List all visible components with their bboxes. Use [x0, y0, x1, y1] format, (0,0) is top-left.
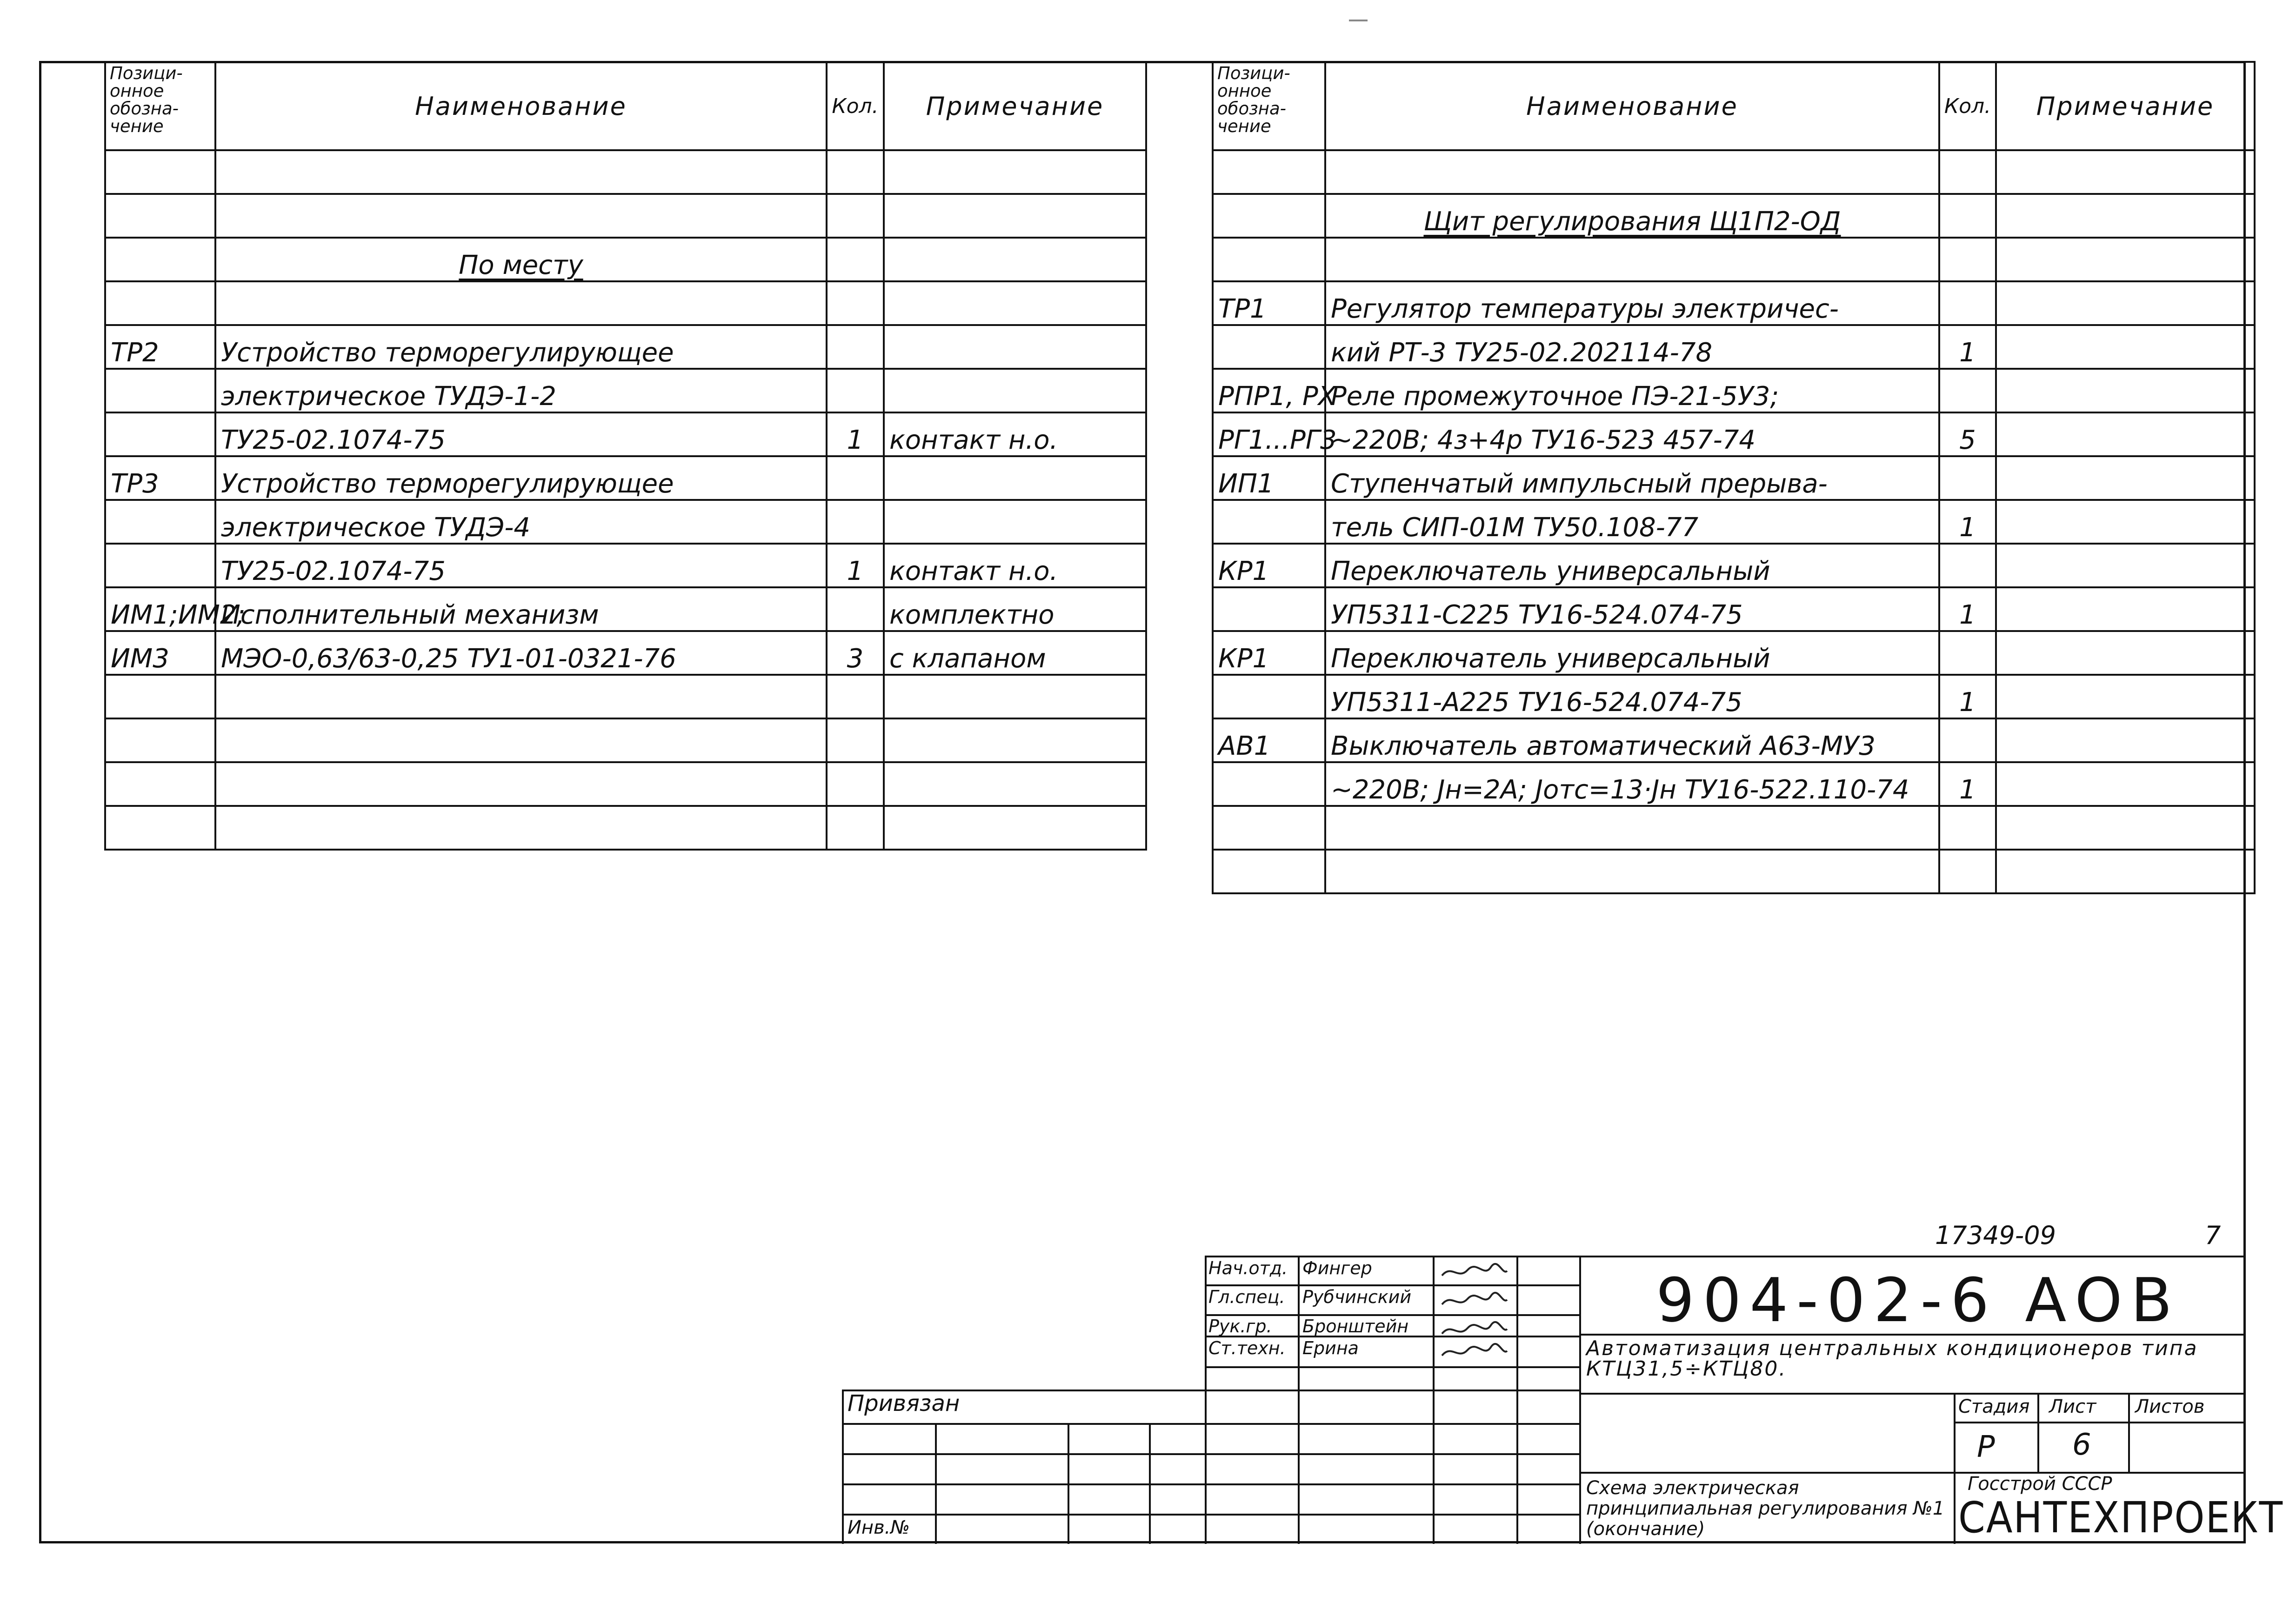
sheet-code: 17349-09 [1935, 1221, 2056, 1250]
note-cell [1996, 587, 2255, 631]
signature-name: Бронштейн [1302, 1316, 1409, 1336]
position-cell-text: РГ1...РГ3 [1218, 425, 1337, 455]
name-cell [1325, 587, 1939, 631]
note-cell [884, 587, 1146, 631]
note-cell [884, 631, 1146, 675]
name-cell [1325, 281, 1939, 325]
qty-cell-text: 1 [1959, 687, 1976, 718]
note-cell [884, 150, 1146, 194]
qty-cell [1939, 369, 1996, 412]
qty-cell-text: 1 [847, 425, 864, 455]
position-cell [105, 369, 215, 412]
note-cell [1996, 325, 2255, 369]
name-cell [215, 194, 827, 238]
position-cell [1213, 675, 1325, 718]
qty-cell [827, 544, 884, 587]
position-cell [105, 806, 215, 850]
table-row [105, 369, 1146, 412]
note-cell [1996, 281, 2255, 325]
organization-line: Госстрой СССР [1968, 1473, 2112, 1495]
position-cell [1213, 150, 1325, 194]
table-row [1213, 631, 2255, 675]
note-cell [884, 194, 1146, 238]
name-cell [215, 281, 827, 325]
position-cell [1213, 587, 1325, 631]
signature-role: Рук.гр. [1208, 1316, 1272, 1336]
name-cell-text: кий РТ-3 ТУ25-02.202114-78 [1331, 338, 1713, 368]
position-cell [1213, 544, 1325, 587]
position-cell [1213, 325, 1325, 369]
qty-cell [1939, 150, 1996, 194]
scan-mark [1349, 20, 1368, 21]
table-row [105, 281, 1146, 325]
note-cell [884, 544, 1146, 587]
table-row [1213, 150, 2255, 194]
position-cell [105, 238, 215, 281]
signature-name: Ерина [1302, 1338, 1359, 1358]
name-cell [215, 544, 827, 587]
left-spec-table [104, 61, 1147, 851]
signature-role: Гл.спец. [1208, 1287, 1285, 1307]
table-row [1213, 194, 2255, 238]
position-cell [105, 194, 215, 238]
name-cell-text: Переключатель универсальный [1331, 556, 1770, 586]
note-cell-text: с клапаном [889, 644, 1046, 674]
name-cell [1325, 631, 1939, 675]
note-cell [884, 369, 1146, 412]
qty-cell [827, 806, 884, 850]
table-row [105, 456, 1146, 500]
qty-cell [827, 194, 884, 238]
position-cell-text: РПР1, РХ [1218, 381, 1336, 412]
name-cell [215, 500, 827, 544]
name-cell-text: УП5311-С225 ТУ16-524.074-75 [1331, 600, 1743, 630]
note-cell-text: комплектно [889, 600, 1055, 630]
qty-cell [827, 587, 884, 631]
note-cell [1996, 675, 2255, 718]
name-cell [1325, 500, 1939, 544]
header-name: Наименование [1325, 62, 1939, 150]
position-cell [105, 281, 215, 325]
sheet-number: 6 [2072, 1428, 2091, 1462]
position-cell-text: ТР2 [111, 338, 159, 368]
sheet-sequence: 7 [2205, 1221, 2221, 1250]
qty-cell [1939, 412, 1996, 456]
position-cell [105, 412, 215, 456]
position-cell-text: АВ1 [1218, 731, 1271, 761]
stage-value: Р [1977, 1430, 1995, 1464]
bound-label: Привязан [848, 1390, 960, 1416]
qty-cell [827, 675, 884, 718]
project-title: Автоматизация центральных кондиционеров типа КТЦ31,5÷КТЦ80. [1586, 1336, 2198, 1381]
note-cell [1996, 718, 2255, 762]
note-cell [884, 500, 1146, 544]
position-cell [1213, 500, 1325, 544]
position-cell [1213, 762, 1325, 806]
qty-cell-text: 1 [847, 556, 864, 586]
handwritten-signature [1440, 1320, 1509, 1338]
table-row [105, 675, 1146, 718]
name-cell-text: Регулятор температуры электричес- [1331, 294, 1839, 324]
position-cell [1213, 850, 1325, 893]
note-cell-text: контакт н.о. [889, 425, 1058, 455]
qty-cell [1939, 631, 1996, 675]
note-cell [1996, 456, 2255, 500]
position-cell-text: ИМ1;ИМ2; [111, 600, 246, 630]
qty-cell [827, 500, 884, 544]
qty-cell [827, 762, 884, 806]
position-cell [105, 631, 215, 675]
table-row [105, 412, 1146, 456]
qty-cell [1939, 675, 1996, 718]
table-row [105, 762, 1146, 806]
qty-cell [1939, 238, 1996, 281]
qty-cell-text: 1 [1959, 512, 1976, 543]
note-cell [1996, 238, 2255, 281]
qty-cell [827, 281, 884, 325]
table-row [1213, 325, 2255, 369]
note-cell [1996, 762, 2255, 806]
position-cell-text: ИМ3 [111, 644, 169, 674]
document-code: 904-02-6 АОВ [1656, 1265, 2181, 1336]
table-row [1213, 500, 2255, 544]
position-cell [1213, 718, 1325, 762]
position-cell [1213, 456, 1325, 500]
qty-cell [827, 631, 884, 675]
position-cell [105, 150, 215, 194]
note-cell [884, 325, 1146, 369]
handwritten-signature [1440, 1342, 1509, 1360]
position-cell [1213, 238, 1325, 281]
header-position: Позици-онное обозна-чение [1213, 62, 1325, 150]
qty-cell-text: 5 [1959, 425, 1976, 455]
note-cell [884, 806, 1146, 850]
name-cell-text: Устройство терморегулирующее [221, 338, 674, 368]
name-cell-text: ~220В; 4з+4р ТУ16-523 457-74 [1331, 425, 1756, 455]
name-cell-text: электрическое ТУДЭ-1-2 [221, 381, 556, 412]
qty-cell [827, 238, 884, 281]
header-qty: Кол. [827, 62, 884, 150]
sheet-label: Лист [2049, 1396, 2096, 1417]
position-cell [105, 456, 215, 500]
qty-cell [1939, 544, 1996, 587]
note-cell [1996, 850, 2255, 893]
name-cell [215, 456, 827, 500]
name-cell [215, 587, 827, 631]
note-cell [1996, 412, 2255, 456]
position-cell [1213, 806, 1325, 850]
table-row [105, 194, 1146, 238]
position-cell-text: КР1 [1218, 556, 1269, 586]
position-cell [1213, 194, 1325, 238]
table-row [105, 500, 1146, 544]
table-row [1213, 762, 2255, 806]
signature-role: Ст.техн. [1208, 1338, 1286, 1358]
handwritten-signature [1440, 1290, 1509, 1309]
qty-cell [827, 369, 884, 412]
table-row [1213, 369, 2255, 412]
handwritten-signature [1440, 1262, 1509, 1280]
table-row [1213, 806, 2255, 850]
name-cell [215, 675, 827, 718]
name-cell-text: ТУ25-02.1074-75 [221, 556, 446, 586]
table-row [105, 325, 1146, 369]
qty-cell [1939, 281, 1996, 325]
name-cell [215, 806, 827, 850]
qty-cell [1939, 587, 1996, 631]
name-cell-text: электрическое ТУДЭ-4 [221, 512, 531, 543]
table-row [105, 631, 1146, 675]
header-qty: Кол. [1939, 62, 1996, 150]
name-cell [215, 150, 827, 194]
table-row [1213, 587, 2255, 631]
position-cell [105, 675, 215, 718]
note-cell [884, 238, 1146, 281]
name-cell [215, 325, 827, 369]
name-cell-text: Реле промежуточное ПЭ-21-5У3; [1331, 381, 1779, 412]
table-row [105, 238, 1146, 281]
position-cell [105, 500, 215, 544]
right-spec-table [1212, 61, 2256, 894]
qty-cell [1939, 718, 1996, 762]
position-cell-text: ТР1 [1218, 294, 1267, 324]
qty-cell [827, 718, 884, 762]
name-cell-text: Переключатель универсальный [1331, 644, 1770, 674]
qty-cell [827, 412, 884, 456]
name-cell-text: МЭО-0,63/63-0,25 ТУ1-01-0321-76 [221, 644, 676, 674]
name-cell-text: Ступенчатый импульсный прерыва- [1331, 469, 1828, 499]
table-row [1213, 456, 2255, 500]
qty-cell [1939, 806, 1996, 850]
qty-cell [1939, 500, 1996, 544]
name-cell [1325, 238, 1939, 281]
qty-cell [1939, 850, 1996, 893]
qty-cell [827, 325, 884, 369]
name-cell [1325, 150, 1939, 194]
sheet-title: Схема электрическая принципиальная регулирования №1 (окончание) [1586, 1477, 1945, 1540]
position-cell [1213, 281, 1325, 325]
header-note: Примечание [884, 62, 1146, 150]
qty-cell [1939, 456, 1996, 500]
note-cell [1996, 194, 2255, 238]
table-row [105, 544, 1146, 587]
position-cell-text: КР1 [1218, 644, 1269, 674]
note-cell-text: контакт н.о. [889, 556, 1058, 586]
name-cell [1325, 412, 1939, 456]
signature-name: Рубчинский [1302, 1287, 1412, 1307]
name-cell [1325, 806, 1939, 850]
name-cell [1325, 325, 1939, 369]
qty-cell-text: 3 [847, 644, 864, 674]
qty-cell-text: 1 [1959, 775, 1976, 805]
name-cell-text: Устройство терморегулирующее [221, 469, 674, 499]
name-cell [215, 412, 827, 456]
position-cell-text: ТР3 [111, 469, 159, 499]
qty-cell [1939, 325, 1996, 369]
left-header-row [105, 62, 1146, 150]
note-cell [884, 412, 1146, 456]
name-cell [1325, 194, 1939, 238]
table-row [1213, 850, 2255, 893]
signature-name: Фингер [1302, 1258, 1372, 1278]
table-row [1213, 675, 2255, 718]
table-row [1213, 281, 2255, 325]
name-cell [215, 631, 827, 675]
name-cell-text: ~220В; Jн=2А; Jотс=13·Jн ТУ16-522.110-74 [1331, 775, 1909, 805]
table-row [105, 718, 1146, 762]
position-cell [1213, 631, 1325, 675]
header-name: Наименование [215, 62, 827, 150]
name-cell [1325, 718, 1939, 762]
position-cell [105, 762, 215, 806]
name-cell [215, 369, 827, 412]
position-cell [105, 718, 215, 762]
note-cell [1996, 544, 2255, 587]
qty-cell-text: 1 [1959, 600, 1976, 630]
sheets-label: Листов [2135, 1396, 2205, 1417]
name-cell-text: ТУ25-02.1074-75 [221, 425, 446, 455]
note-cell [884, 675, 1146, 718]
name-cell-text: Исполнительный механизм [221, 600, 599, 630]
note-cell [884, 456, 1146, 500]
note-cell [884, 281, 1146, 325]
qty-cell [1939, 762, 1996, 806]
name-cell-text: Щит регулирования Щ1П2-ОД [1423, 206, 1841, 237]
note-cell [1996, 150, 2255, 194]
qty-cell [827, 456, 884, 500]
table-row [105, 587, 1146, 631]
table-row [1213, 718, 2255, 762]
qty-cell [827, 150, 884, 194]
name-cell-text: Выключатель автоматический А63-МУ3 [1331, 731, 1876, 761]
qty-cell-text: 1 [1959, 338, 1976, 368]
note-cell [1996, 806, 2255, 850]
header-note: Примечание [1996, 62, 2255, 150]
name-cell [1325, 675, 1939, 718]
name-cell [1325, 762, 1939, 806]
stage-label: Стадия [1958, 1396, 2030, 1417]
name-cell [1325, 369, 1939, 412]
table-row [1213, 544, 2255, 587]
name-cell-text: УП5311-А225 ТУ16-524.074-75 [1331, 687, 1742, 718]
position-cell [105, 544, 215, 587]
note-cell [1996, 500, 2255, 544]
position-cell [105, 325, 215, 369]
qty-cell [1939, 194, 1996, 238]
name-cell [1325, 456, 1939, 500]
position-cell-text: ИП1 [1218, 469, 1274, 499]
position-cell [1213, 412, 1337, 456]
signature-role: Нач.отд. [1208, 1258, 1288, 1278]
name-cell-text: По месту [459, 250, 583, 280]
inventory-label: Инв.№ [848, 1517, 910, 1538]
position-cell [105, 587, 246, 631]
note-cell [1996, 369, 2255, 412]
table-row [1213, 238, 2255, 281]
note-cell [1996, 631, 2255, 675]
name-cell [215, 718, 827, 762]
right-header-row [1213, 62, 2255, 150]
name-cell-text: тель СИП-01М ТУ50.108-77 [1331, 512, 1699, 543]
name-cell [215, 238, 827, 281]
name-cell [215, 762, 827, 806]
note-cell [884, 762, 1146, 806]
position-cell [1213, 369, 1336, 412]
header-position: Позици-онное обозна-чение [105, 62, 215, 150]
table-row [105, 150, 1146, 194]
name-cell [1325, 544, 1939, 587]
name-cell [1325, 850, 1939, 893]
organization-name: САНТЕХПРОЕКТ [1958, 1493, 2284, 1543]
note-cell [884, 718, 1146, 762]
table-row [1213, 412, 2255, 456]
table-row [105, 806, 1146, 850]
